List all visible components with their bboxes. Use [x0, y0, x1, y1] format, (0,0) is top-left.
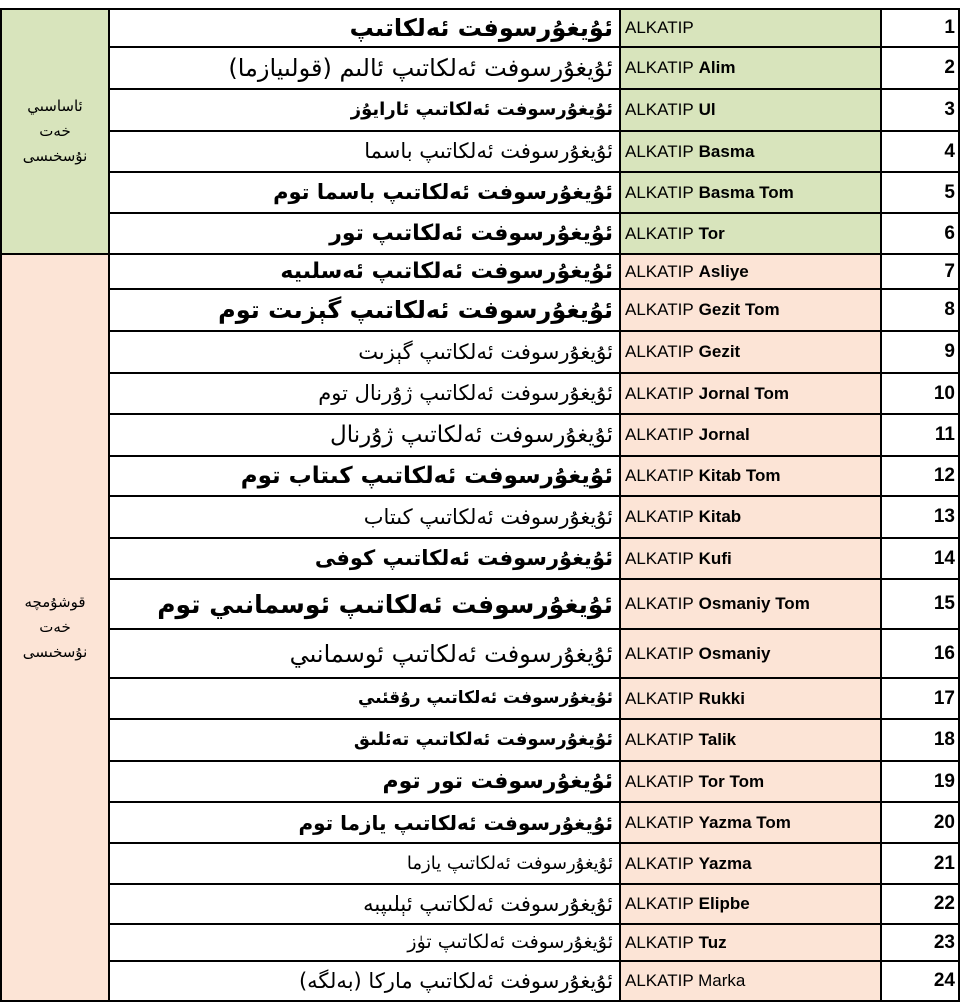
row-number-cell [880, 46, 960, 90]
font-sample-text: ئۇيغۇرسوفت ئەلكاتىپ تەئلىق [353, 729, 613, 750]
row-number: 18 [933, 729, 955, 750]
font-sample-text: ئۇيغۇرسوفت ئەلكاتىپ ژۇرنال [330, 421, 613, 448]
row-number: 9 [944, 341, 955, 362]
font-style-name: Ul [698, 100, 716, 119]
font-style-name: Tor [698, 223, 725, 243]
row-number-cell [880, 883, 960, 925]
font-sample-text: ئۇيغۇرسوفت ئەلكاتىپ كىتاب [363, 504, 613, 529]
font-name-prefix: ALKATIP [625, 223, 694, 243]
row-number: 7 [944, 260, 955, 282]
font-name-prefix: ALKATIP [625, 342, 694, 361]
category-label-line: نۇسخىسى [22, 643, 88, 661]
font-sample-text: ئۇيغۇرسوفت ئەلكاتىپ رۇقئىي [357, 688, 613, 708]
font-sample-cell [108, 171, 621, 214]
font-sample-text: ئۇيغۇرسوفت ئەلكاتىپ ماركا (بەلگە) [298, 968, 613, 993]
font-style-name: Kitab Tom [698, 466, 781, 485]
row-number-cell [880, 212, 960, 255]
category-label-line: خەت [39, 122, 71, 140]
font-style-name: Tor Tom [698, 771, 765, 791]
row-number-cell [880, 628, 960, 679]
font-sample-cell [108, 537, 621, 580]
font-style-name: Rukki [698, 688, 745, 708]
font-sample-text: ئۇيغۇرسوفت ئەلكاتىپ ئەسلىيە [280, 258, 613, 284]
category-label-line: خەت [39, 618, 71, 636]
font-sample-text: ئۇيغۇرسوفت ئەلكاتىپ [349, 14, 613, 42]
font-name-prefix: ALKATIP [625, 507, 694, 526]
font-name-cell [619, 46, 882, 90]
font-sample-text: ئۇيغۇرسوفت ئەلكاتىپ كىتاب توم [240, 462, 613, 489]
font-name-cell [619, 330, 882, 374]
font-name-cell [619, 537, 882, 580]
row-number: 15 [933, 593, 955, 614]
font-name-cell [619, 801, 882, 844]
font-sample-text: ئۇيغۇرسوفت ئەلكاتىپ ئوسمانىي توم [157, 589, 613, 619]
font-name-prefix: ALKATIP [625, 894, 694, 913]
font-style-name: Osmaniy Tom [698, 594, 810, 613]
row-number-cell [880, 330, 960, 374]
font-sample-cell [108, 923, 621, 962]
row-number: 6 [944, 222, 955, 244]
font-style-name: Osmaniy [698, 643, 771, 663]
font-name-cell [619, 718, 882, 762]
row-number: 17 [933, 687, 955, 709]
row-number-cell [880, 760, 960, 803]
font-sample-cell [108, 8, 621, 48]
font-style-name: Talik [698, 730, 737, 749]
font-sample-cell [108, 760, 621, 803]
row-number-cell [880, 171, 960, 214]
font-sample-text: ئۇيغۇرسوفت ئەلكاتىپ تور [329, 220, 613, 246]
row-number-cell [880, 842, 960, 885]
row-number: 13 [933, 506, 955, 527]
font-sample-text: ئۇيغۇرسوفت ئەلكاتىپ باسما توم [273, 180, 613, 204]
row-number-cell [880, 801, 960, 844]
font-sample-cell [108, 46, 621, 90]
font-name-cell [619, 253, 882, 290]
font-name-cell [619, 842, 882, 885]
font-name-prefix: ALKATIP [625, 643, 694, 663]
category-cell-combined [0, 253, 110, 1002]
font-name-cell [619, 923, 882, 962]
font-name-prefix: ALKATIP [625, 18, 694, 37]
row-number: 3 [944, 99, 955, 120]
font-style-name: Jornal Tom [698, 383, 790, 403]
row-number-cell [880, 130, 960, 173]
font-name-prefix: ALKATIP [625, 548, 694, 568]
font-sample-text: ئۇيغۇرسوفت ئەلكاتىپ ژۇرنال توم [318, 381, 613, 405]
font-sample-cell [108, 212, 621, 255]
row-number-cell [880, 8, 960, 48]
row-number-cell [880, 923, 960, 962]
font-style-name: Elipbe [698, 894, 750, 913]
font-sample-cell [108, 677, 621, 720]
font-sample-text: ئۇيغۇرسوفت ئەلكاتىپ يازما [406, 852, 613, 874]
font-sample-cell [108, 578, 621, 630]
font-name-prefix: ALKATIP [625, 466, 694, 485]
row-number: 10 [933, 382, 955, 404]
row-number: 12 [933, 465, 955, 486]
font-name-prefix: ALKATIP [625, 261, 694, 281]
font-sample-cell [108, 88, 621, 132]
font-sample-cell [108, 960, 621, 1002]
font-sample-cell [108, 288, 621, 332]
font-name-cell [619, 883, 882, 925]
font-sample-cell [108, 628, 621, 679]
row-number-cell [880, 253, 960, 290]
font-name-cell [619, 372, 882, 415]
row-number: 19 [933, 770, 955, 792]
font-sample-text: ئۇيغۇرسوفت ئەلكاتىپ گېزىت توم [218, 296, 613, 324]
row-number-cell [880, 372, 960, 415]
font-sample-cell [108, 130, 621, 173]
font-name-prefix: ALKATIP [625, 425, 694, 444]
font-sample-text: ئۇيغۇرسوفت ئەلكاتىپ ئارايۇز [350, 99, 613, 120]
font-name-cell [619, 171, 882, 214]
row-number: 2 [944, 57, 955, 78]
row-number: 22 [933, 893, 955, 914]
font-name-cell [619, 455, 882, 497]
font-style-name: Basma [698, 141, 755, 161]
row-number-cell [880, 677, 960, 720]
category-label [23, 590, 88, 665]
font-sample-text: ئۇيغۇرسوفت ئەلكاتىپ ئېلىپبە [363, 891, 613, 916]
font-name-cell [619, 960, 882, 1002]
font-sample-text: ئۇيغۇرسوفت ئەلكاتىپ ئوسمانىي [289, 639, 613, 668]
font-sample-cell [108, 883, 621, 925]
font-name-prefix: ALKATIP [625, 182, 694, 202]
font-sample-text: ئۇيغۇرسوفت ئەلكاتىپ يازما توم [298, 810, 613, 835]
font-sample-text: ئۇيغۇرسوفت ئەلكاتىپ باسما [364, 139, 613, 163]
font-name-prefix: ALKATIP [625, 771, 694, 791]
row-number-cell [880, 455, 960, 497]
font-sample-cell [108, 253, 621, 290]
row-number: 5 [944, 181, 955, 203]
font-name-prefix: ALKATIP [625, 730, 694, 749]
font-name-cell [619, 578, 882, 630]
font-style-name: Kitab [698, 507, 742, 526]
row-number: 16 [933, 642, 955, 664]
font-name-prefix: ALKATIP [625, 853, 694, 873]
font-sample-text: ئۇيغۇرسوفت تور توم [382, 768, 613, 794]
row-number-cell [880, 288, 960, 332]
font-name-prefix: ALKATIP [625, 812, 694, 832]
font-name-prefix: ALKATIP [625, 594, 694, 613]
font-sample-cell [108, 455, 621, 497]
font-style-name: Alim [698, 58, 736, 77]
font-sample-cell [108, 413, 621, 457]
font-sample-text: ئۇيغۇرسوفت ئەلكاتىپ گېزىت [358, 339, 613, 364]
font-style-name: Kufi [698, 548, 732, 568]
font-name-prefix: ALKATIP Marka [625, 971, 746, 990]
font-name-cell [619, 413, 882, 457]
row-number: 20 [933, 811, 955, 833]
font-style-name: Yazma Tom [698, 812, 791, 832]
font-style-name: Asliye [698, 261, 749, 281]
row-number: 24 [933, 970, 955, 991]
font-name-cell [619, 288, 882, 332]
row-number-cell [880, 960, 960, 1002]
category-cell-basic [0, 8, 110, 255]
row-number-cell [880, 495, 960, 539]
row-number-cell [880, 578, 960, 630]
font-style-name: Gezit [698, 342, 741, 361]
font-style-name: Yazma [698, 853, 752, 873]
font-sample-cell [108, 330, 621, 374]
category-label-line: قوشۇمچە [24, 593, 86, 611]
font-name-prefix: ALKATIP [625, 100, 694, 119]
font-name-prefix: ALKATIP [625, 932, 694, 952]
font-sample-cell [108, 801, 621, 844]
font-name-prefix: ALKATIP [625, 688, 694, 708]
font-style-name: Tuz [698, 932, 727, 952]
font-sample-cell [108, 718, 621, 762]
font-sample-cell [108, 495, 621, 539]
font-name-cell [619, 88, 882, 132]
row-number-cell [880, 537, 960, 580]
font-name-prefix: ALKATIP [625, 141, 694, 161]
category-label-line: نۇسخىسى [22, 147, 88, 165]
row-number-cell [880, 413, 960, 457]
row-number-cell [880, 88, 960, 132]
row-number: 14 [933, 547, 955, 569]
font-name-prefix: ALKATIP [625, 300, 694, 319]
category-label-line: ئاساسىي [27, 97, 83, 115]
font-sample-text: ئۇيغۇرسوفت ئەلكاتىپ ئالىم (قولىيازما) [228, 54, 613, 82]
category-label [23, 94, 88, 169]
font-sample-cell [108, 372, 621, 415]
font-name-cell [619, 8, 882, 48]
row-number: 23 [933, 931, 955, 953]
font-name-cell [619, 760, 882, 803]
font-style-name: Gezit Tom [698, 300, 780, 319]
font-name-cell [619, 628, 882, 679]
font-sample-text: ئۇيغۇرسوفت ئەلكاتىپ تۈز [407, 931, 613, 953]
row-number: 4 [944, 140, 955, 162]
font-style-name: Jornal [698, 425, 750, 444]
font-style-name: Basma Tom [698, 182, 794, 202]
row-number: 11 [934, 424, 955, 445]
font-name-cell [619, 495, 882, 539]
font-sample-text: ئۇيغۇرسوفت ئەلكاتىپ كوفى [314, 546, 613, 570]
font-name-prefix: ALKATIP [625, 58, 694, 77]
row-number: 21 [933, 852, 955, 874]
font-name-cell [619, 212, 882, 255]
font-name-cell [619, 677, 882, 720]
font-name-prefix: ALKATIP [625, 383, 694, 403]
font-name-cell [619, 130, 882, 173]
row-number: 1 [944, 17, 955, 38]
font-sample-cell [108, 842, 621, 885]
row-number: 8 [944, 299, 955, 320]
row-number-cell [880, 718, 960, 762]
